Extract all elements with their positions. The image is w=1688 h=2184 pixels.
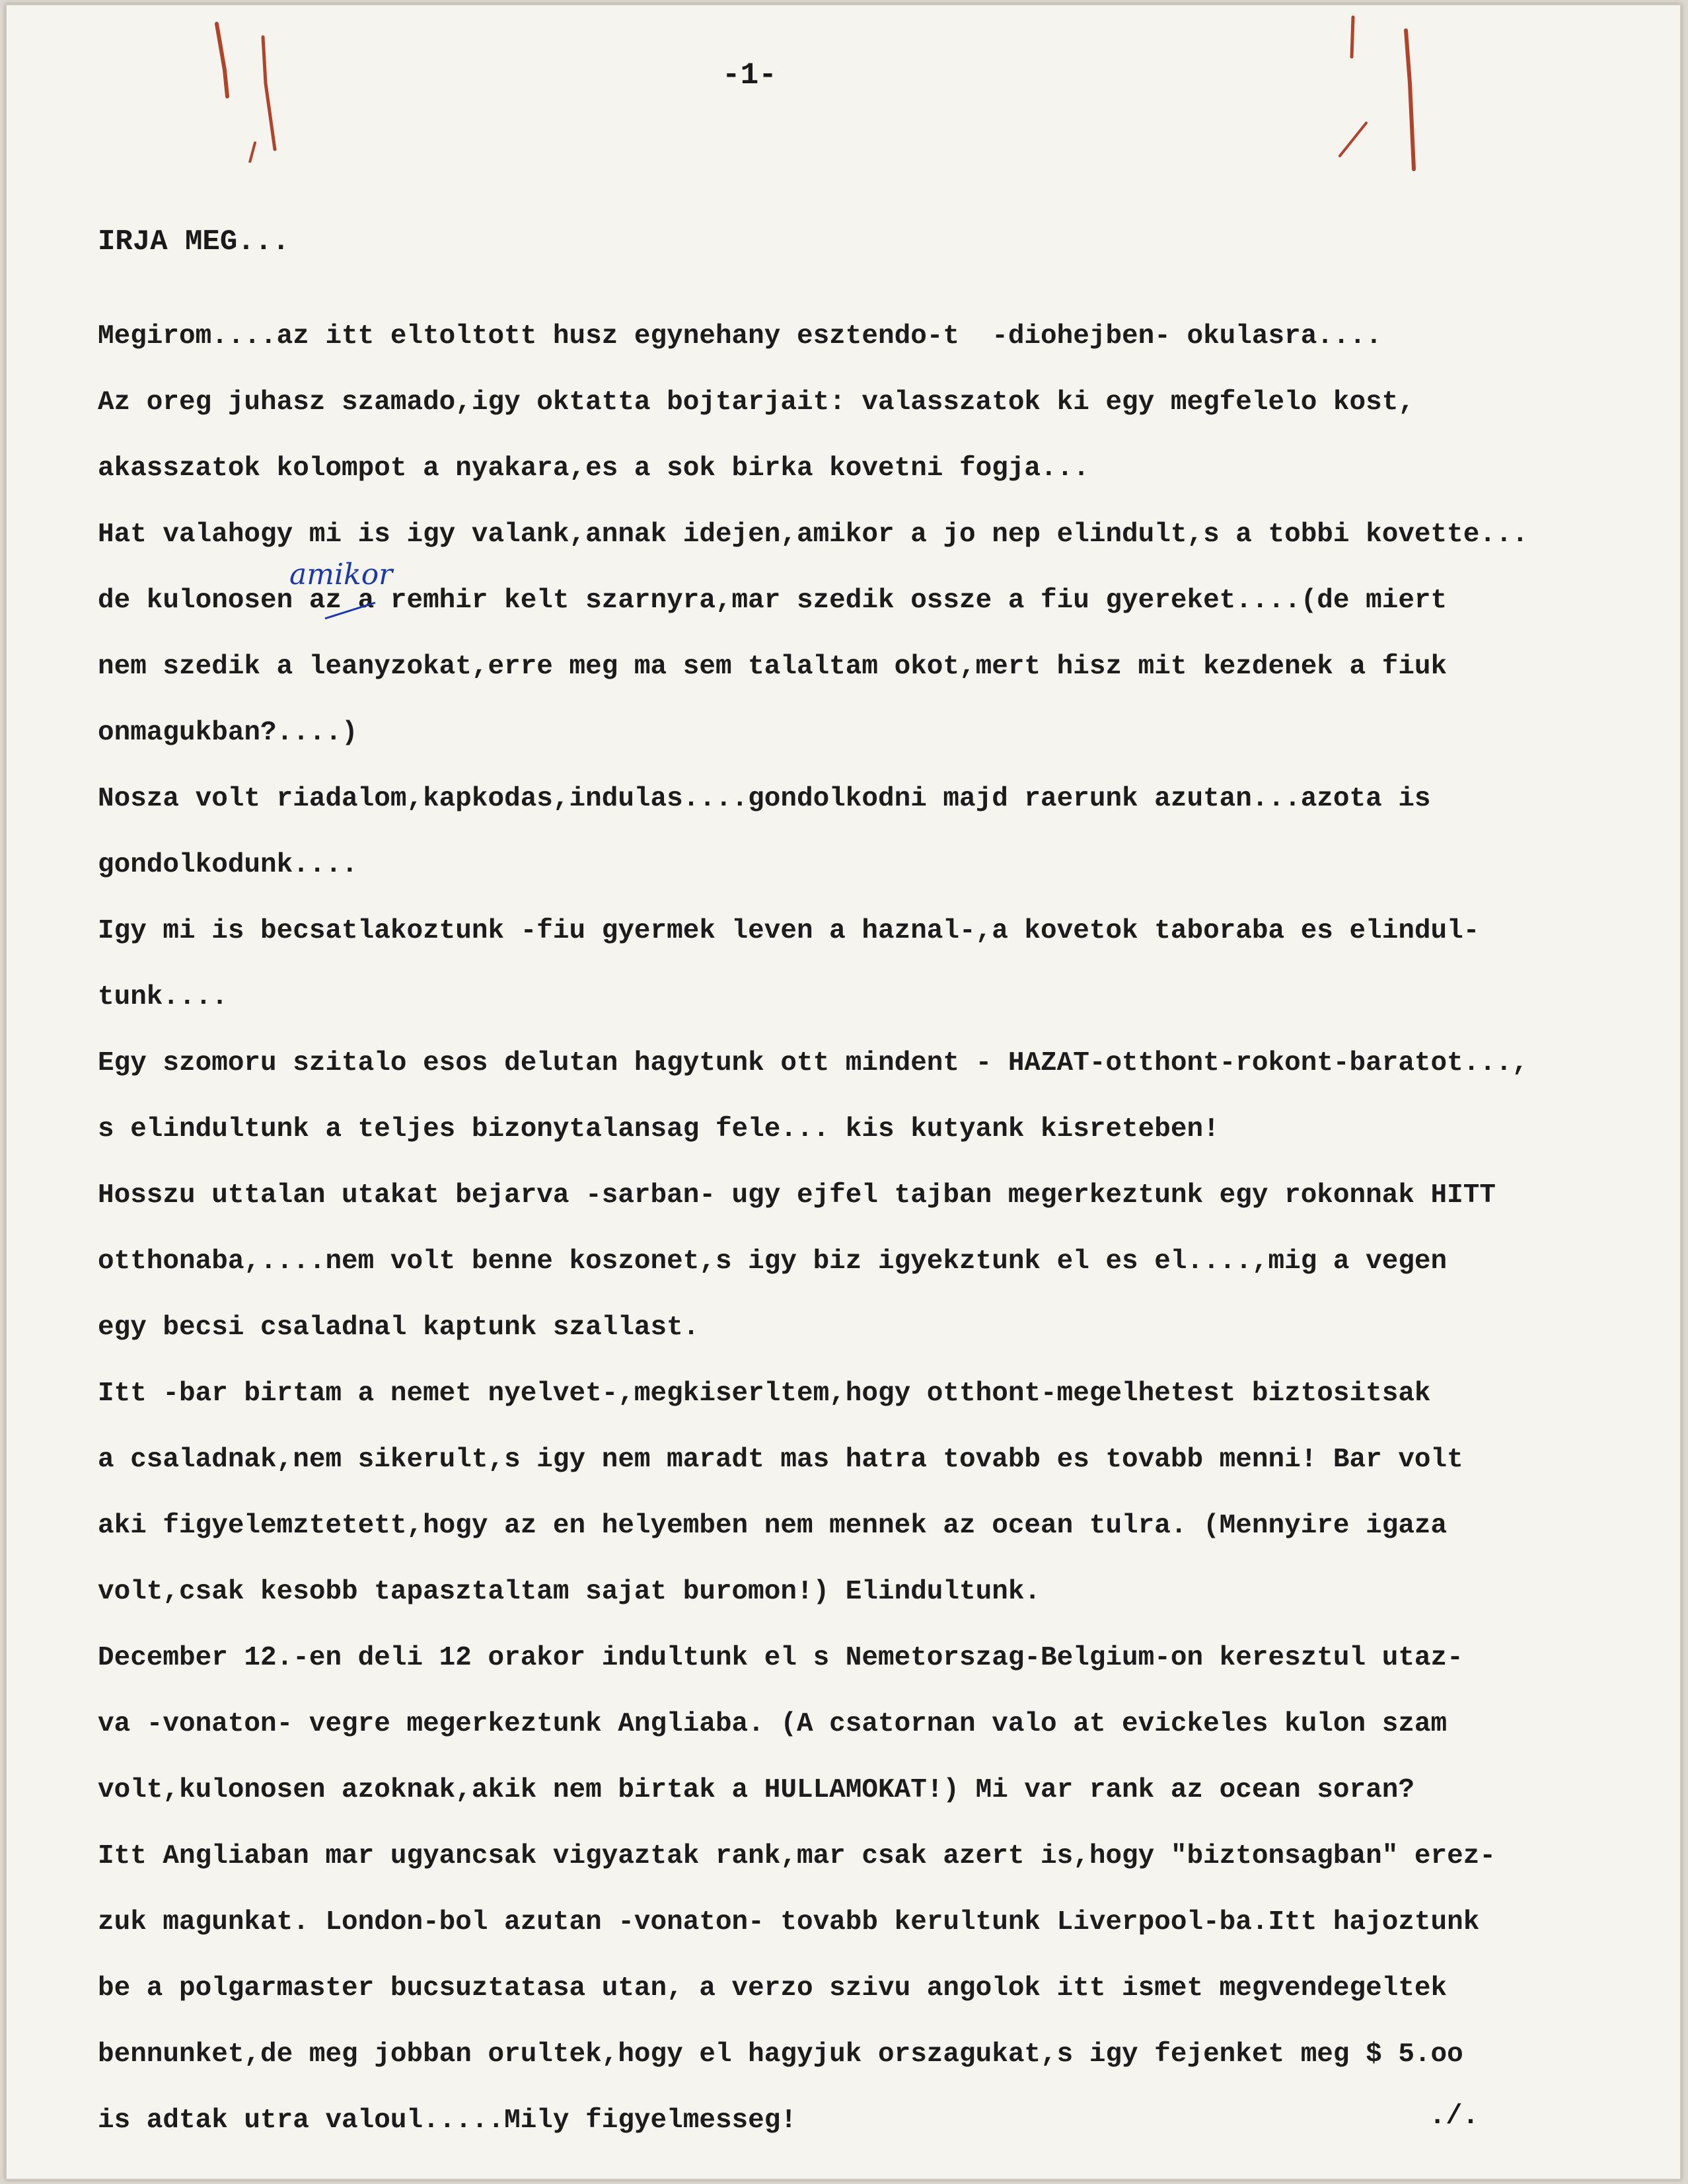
document-page [5, 4, 1681, 2180]
text-line: volt,kulonosen azoknak,akik nem birtak a HULLAMOKAT!) Mi var rank az ocean soran? [98, 1775, 1414, 1805]
text-line: Hat valahogy mi is igy valank,annak idejen,amikor a jo nep elindult,s a tobbi kovette... [98, 519, 1529, 550]
strike-through-mark [322, 599, 382, 625]
document-title: IRJA MEG... [98, 225, 290, 258]
text-line: otthonaba,....nem volt benne koszonet,s igy biz igyekztunk el es el....,mig a vegen [98, 1246, 1448, 1277]
text-line: nem szedik a leanyzokat,erre meg ma sem talaltam okot,mert hisz mit kezdenek a fiuk [98, 652, 1448, 682]
continuation-mark: ./. [1429, 2100, 1479, 2132]
red-pencil-mark-right [1300, 11, 1432, 182]
text-line: aki figyelemztetett,hogy az en helyemben nem mennek az ocean tulra. (Mennyire igaza [98, 1511, 1448, 1541]
text-line: egy becsi csaladnal kaptunk szallast. [98, 1312, 700, 1343]
text-line: Az oreg juhasz szamado,igy oktatta bojtarjait: valasszatok ki egy megfelelo kost, [98, 387, 1414, 418]
text-line: Egy szomoru szitalo esos delutan hagytunk ott mindent - HAZAT-otthont-rokont-baratot..., [98, 1048, 1529, 1078]
text-line: Itt Angliaban mar ugyancsak vigyaztak rank,mar csak azert is,hogy "biztonsagban" erez- [98, 1841, 1496, 1871]
text-line: akasszatok kolompot a nyakara,es a sok birka kovetni fogja... [98, 453, 1089, 484]
text-line: gondolkodunk.... [98, 850, 358, 880]
text-line: Itt -bar birtam a nemet nyelvet-,megkiserltem,hogy otthont-megelhetest biztositsak [98, 1378, 1431, 1409]
text-line: zuk magunkat. London-bol azutan -vonaton- tovabb kerultunk Liverpool-ba.Itt hajoztunk [98, 1907, 1480, 1938]
text-line: onmagukban?....) [98, 718, 358, 748]
red-pencil-mark-left [184, 11, 316, 163]
text-line: Hosszu uttalan utakat bejarva -sarban- ugy ejfel tajban megerkeztunk egy rokonnak HITT [98, 1180, 1496, 1211]
text-line: va -vonaton- vegre megerkeztunk Angliaba. (A csatornan valo at evickeles kulon szam [98, 1709, 1448, 1739]
text-line: bennunket,de meg jobban orultek,hogy el hagyjuk orszagukat,s igy fejenket meg $ 5.oo [98, 2039, 1463, 2070]
text-line: Nosza volt riadalom,kapkodas,indulas....gondolkodni majd raerunk azutan...azota is [98, 784, 1431, 814]
handwritten-correction: amikor [289, 558, 393, 591]
text-line: be a polgarmaster bucsuztatasa utan, a verzo szivu angolok itt ismet megvendegeltek [98, 1973, 1448, 2004]
text-line: tunk.... [98, 982, 228, 1012]
text-line: December 12.-en deli 12 orakor indultunk el s Nemetorszag-Belgium-on keresztul utaz- [98, 1643, 1463, 1673]
text-line: s elindultunk a teljes bizonytalansag fele... kis kutyank kisreteben! [98, 1114, 1220, 1145]
text-line: Megirom....az itt eltoltott husz egynehany esztendo-t -diohejben- okulasra.... [98, 321, 1382, 352]
text-line: is adtak utra valoul.....Mily figyelmesseg! [98, 2105, 797, 2136]
text-line: volt,csak kesobb tapasztaltam sajat buromon!) Elindultunk. [98, 1577, 1041, 1607]
text-line: Igy mi is becsatlakoztunk -fiu gyermek leven a haznal-,a kovetok taboraba es elindul- [98, 916, 1480, 946]
text-line: de kulonosen az a remhir kelt szarnyra,mar szedik ossze a fiu gyereket....(de miert [98, 585, 1448, 616]
page-number: -1- [722, 58, 777, 93]
text-line: a csaladnak,nem sikerult,s igy nem maradt mas hatra tovabb es tovabb menni! Bar volt [98, 1445, 1463, 1475]
